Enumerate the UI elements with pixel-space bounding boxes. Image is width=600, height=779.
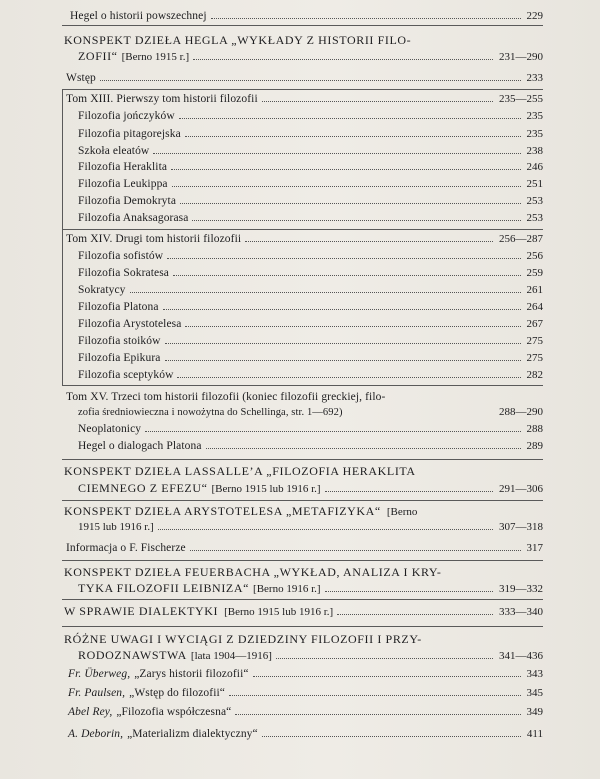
toc-entry bbox=[68, 687, 543, 699]
entry-page: 317 bbox=[526, 542, 543, 554]
entry-title-cont: zofia średniowieczna i nowożytna do Schellinga, str. 1—692) bbox=[78, 407, 343, 418]
entry-page: 253 bbox=[526, 212, 543, 224]
entry-page: 246 bbox=[526, 161, 543, 173]
entry-page: 256—287 bbox=[499, 233, 543, 245]
toc-entry bbox=[78, 423, 543, 435]
entry-bracket: [lata 1904—1916] bbox=[190, 650, 272, 662]
section-rule bbox=[62, 626, 543, 627]
toc-entry bbox=[78, 581, 543, 596]
entry-author: Fr. Paulsen, bbox=[68, 687, 126, 699]
entry-author: Abel Rey, bbox=[68, 706, 113, 718]
entry-page: 289 bbox=[526, 440, 543, 452]
entry-title: Tom XIII. Pierwszy tom historii filozofii bbox=[66, 93, 258, 105]
entry-page: 259 bbox=[526, 267, 543, 279]
entry-page: 341—436 bbox=[499, 650, 543, 662]
toc-entry bbox=[64, 604, 543, 619]
toc-entry-title: Tom XV. Trzeci tom historii filozofii (koniec filozofii greckiej, filo- bbox=[66, 391, 386, 403]
section-rule bbox=[62, 229, 543, 230]
toc-entry bbox=[78, 284, 543, 296]
toc-entry bbox=[78, 406, 543, 418]
toc-entry bbox=[68, 728, 543, 740]
toc-entry bbox=[78, 318, 543, 330]
section-rule bbox=[62, 25, 543, 26]
toc-entry bbox=[78, 481, 543, 496]
toc-heading: KONSPEKT DZIEŁA LASSALLE’A „FILOZOFIA HERAKLITA bbox=[64, 464, 416, 478]
entry-title: Filozofia pitagorejska bbox=[78, 128, 181, 140]
section-rule bbox=[62, 459, 543, 460]
entry-page: 291—306 bbox=[499, 483, 543, 495]
entry-title: „Filozofia współczesna“ bbox=[116, 706, 232, 718]
entry-page: 275 bbox=[526, 335, 543, 347]
toc-heading-cont: ZOFII“ bbox=[78, 49, 118, 63]
entry-title: „Materializm dialektyczny“ bbox=[127, 728, 258, 740]
section-rule bbox=[62, 89, 543, 90]
toc-entry bbox=[66, 542, 543, 554]
entry-title: Filozofia Sokratesa bbox=[78, 267, 170, 279]
entry-page: 238 bbox=[526, 145, 543, 157]
toc-entry bbox=[78, 352, 543, 364]
entry-title: Informacja o F. Fischerze bbox=[66, 542, 186, 554]
entry-bracket: [Berno 1915 lub 1916 r.] bbox=[224, 606, 334, 618]
toc-entry bbox=[66, 72, 543, 84]
entry-bracket: [Berno 1915 lub 1916 r.] bbox=[211, 483, 321, 495]
toc-entry bbox=[78, 110, 543, 122]
entry-bracket: [Berno 1916 r.] bbox=[253, 583, 321, 595]
toc-heading: KONSPEKT DZIEŁA HEGLA „WYKŁADY Z HISTORII FILO- bbox=[64, 33, 412, 47]
toc-entry bbox=[70, 10, 543, 22]
toc-entry bbox=[78, 195, 543, 207]
entry-page: 256 bbox=[526, 250, 543, 262]
toc-entry bbox=[78, 648, 543, 663]
entry-page: 288 bbox=[526, 423, 543, 435]
toc-entry bbox=[78, 250, 543, 262]
entry-page: 275 bbox=[526, 352, 543, 364]
toc-entry bbox=[78, 335, 543, 347]
entry-page: 261 bbox=[526, 284, 543, 296]
toc-entry bbox=[66, 233, 543, 245]
entry-title: Filozofia Epikura bbox=[78, 352, 161, 364]
entry-page: 349 bbox=[526, 706, 543, 718]
entry-page: 282 bbox=[526, 369, 543, 381]
entry-title: Filozofia Anaksagorasa bbox=[78, 212, 189, 224]
toc-entry bbox=[78, 128, 543, 140]
toc-entry bbox=[78, 440, 543, 452]
entry-title: Tom XIV. Drugi tom historii filozofii bbox=[66, 233, 242, 245]
entry-page: 288—290 bbox=[499, 406, 543, 418]
entry-title: Filozofia Leukippa bbox=[78, 178, 168, 190]
section-rule bbox=[62, 599, 543, 600]
entry-page: 235 bbox=[526, 128, 543, 140]
vertical-rule bbox=[62, 229, 63, 385]
entry-author: A. Deborin, bbox=[68, 728, 124, 740]
entry-page: 343 bbox=[526, 668, 543, 680]
toc-entry bbox=[78, 521, 543, 533]
toc-heading: W SPRAWIE DIALEKTYKI bbox=[64, 604, 219, 618]
entry-title: Filozofia Platona bbox=[78, 301, 159, 313]
entry-page: 411 bbox=[526, 728, 543, 740]
entry-title: „Wstęp do filozofii“ bbox=[129, 687, 225, 699]
entry-title: Filozofia Arystotelesa bbox=[78, 318, 182, 330]
section-rule bbox=[62, 385, 543, 386]
entry-title: „Zarys historii filozofii“ bbox=[134, 668, 249, 680]
entry-page: 251 bbox=[526, 178, 543, 190]
entry-page: 229 bbox=[526, 10, 543, 22]
toc-heading-cont: RODOZNAWSTWA bbox=[78, 648, 187, 662]
entry-bracket: [Berno 1915 r.] bbox=[121, 51, 190, 63]
entry-title: Filozofia Demokryta bbox=[78, 195, 177, 207]
section-rule bbox=[62, 560, 543, 561]
entry-page: 235—255 bbox=[499, 93, 543, 105]
vertical-rule bbox=[62, 89, 63, 229]
entry-page: 333—340 bbox=[499, 606, 543, 618]
entry-title: Neoplatonicy bbox=[78, 423, 142, 435]
toc-entry bbox=[64, 504, 543, 519]
entry-page: 267 bbox=[526, 318, 543, 330]
toc-heading: KONSPEKT DZIEŁA FEUERBACHA „WYKŁAD, ANALIZA I KRY- bbox=[64, 565, 442, 579]
toc-heading: KONSPEKT DZIEŁA ARYSTOTELESA „METAFIZYKA“ bbox=[64, 504, 381, 518]
toc-heading: RÓŻNE UWAGI I WYCIĄGI Z DZIEDZINY FILOZOFII I PRZY- bbox=[64, 632, 422, 646]
entry-page: 264 bbox=[526, 301, 543, 313]
toc-entry bbox=[78, 212, 543, 224]
entry-author: Fr. Überweg, bbox=[68, 668, 131, 680]
entry-title: Hegel o historii powszechnej bbox=[70, 10, 207, 22]
entry-title: Sokratycy bbox=[78, 284, 126, 296]
entry-title: Filozofia stoików bbox=[78, 335, 161, 347]
entry-bracket: [Berno bbox=[386, 506, 418, 518]
entry-page: 319—332 bbox=[499, 583, 543, 595]
entry-page: 253 bbox=[526, 195, 543, 207]
entry-title: Filozofia sofistów bbox=[78, 250, 164, 262]
toc-entry bbox=[66, 93, 543, 105]
toc-entry bbox=[78, 145, 543, 157]
toc-entry bbox=[78, 369, 543, 381]
entry-page: 235 bbox=[526, 110, 543, 122]
entry-title: Filozofia sceptyków bbox=[78, 369, 174, 381]
toc-entry bbox=[68, 668, 543, 680]
entry-title: Filozofia jończyków bbox=[78, 110, 175, 122]
entry-bracket-cont: 1915 lub 1916 r.] bbox=[78, 521, 154, 533]
toc-entry bbox=[68, 706, 543, 718]
entry-title: Wstęp bbox=[66, 72, 96, 84]
entry-title: Hegel o dialogach Platona bbox=[78, 440, 202, 452]
entry-title: Filozofia Heraklita bbox=[78, 161, 168, 173]
entry-page: 307—318 bbox=[499, 521, 543, 533]
toc-heading-cont: CIEMNEGO Z EFEZU“ bbox=[78, 481, 208, 495]
toc-entry bbox=[78, 267, 543, 279]
toc-heading-cont: TYKA FILOZOFII LEIBNIZA“ bbox=[78, 581, 250, 595]
entry-page: 231—290 bbox=[499, 51, 543, 63]
entry-page: 233 bbox=[526, 72, 543, 84]
entry-page: 345 bbox=[526, 687, 543, 699]
toc-entry bbox=[78, 301, 543, 313]
section-rule bbox=[62, 500, 543, 501]
toc-entry bbox=[78, 178, 543, 190]
toc-entry bbox=[78, 161, 543, 173]
toc-entry bbox=[78, 49, 543, 64]
entry-title: Szkoła eleatów bbox=[78, 145, 150, 157]
